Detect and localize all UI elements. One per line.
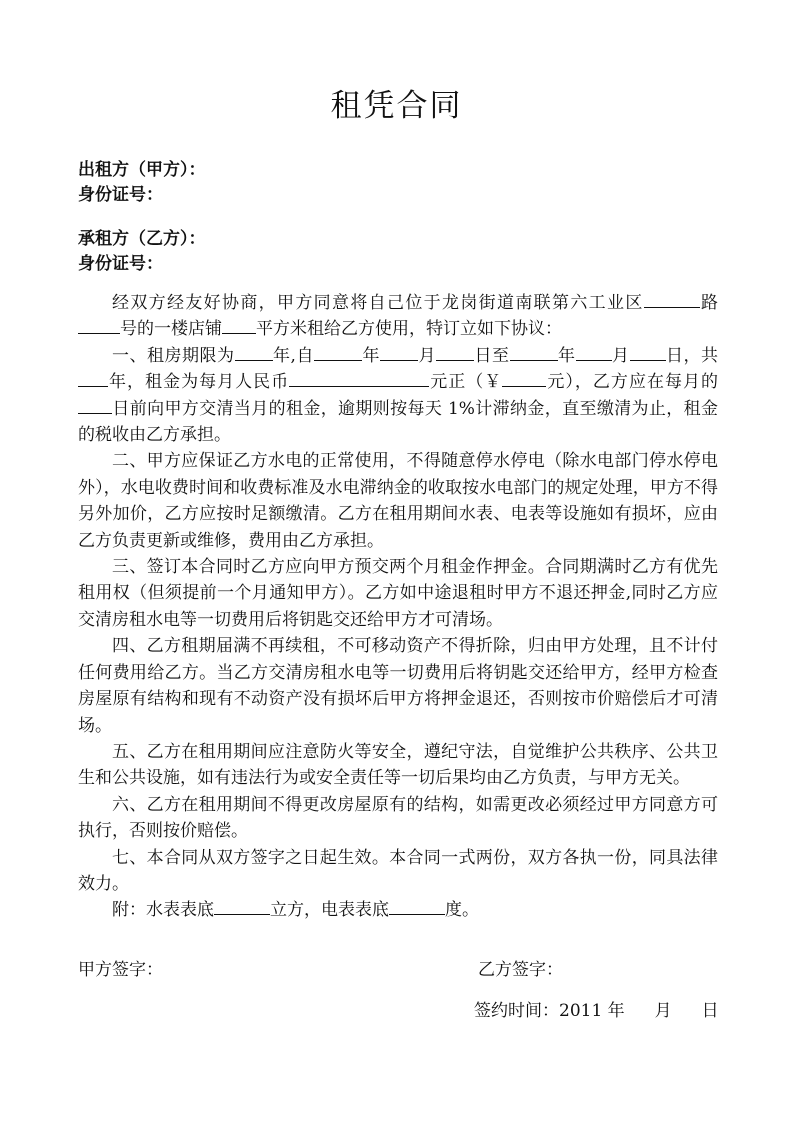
party-a-signature-label: 甲方签字： [78,960,163,980]
document-title: 租凭合同 [330,88,463,124]
signing-day: 日 [701,1001,719,1021]
blank-water-meter [214,897,270,915]
blank-electric-meter [389,897,445,915]
clause-6: 六、乙方在租用期间不得更改房屋原有的结构，如需更改必须经过甲方同意方可执行，否则按价赔偿。 [78,794,718,842]
party-a-label: 出租方（甲方）： [78,160,206,180]
clause-4: 四、乙方租期届满不再续租，不可移动资产不得折除，归由甲方处理，且不计付任何费用给乙方。当乙方交清房租水电等一切费用后将钥匙交还给甲方，经甲方检查房屋原有结构和现有不动资产没有损坏后甲方将押金退还，否则按市价赔偿后才可清场。 [78,636,718,736]
party-b-id-label: 身份证号： [78,254,163,274]
blank-road [644,290,700,308]
signing-date [474,998,719,1024]
blank-number [78,316,120,334]
contract-body [78,290,718,924]
clause-3: 三、签订本合同时乙方应向甲方预交两个月租金作押金。合同期满时乙方有优先租用权（但须提前一个月通知甲方）。乙方如中途退租时甲方不退还押金,同时乙方应交清房租水电等一切费用后将钥匙交还给甲方才可清场。 [78,557,718,630]
intro-paragraph: 经双方经友好协商，甲方同意将自己位于龙岗街道南联第六工业区 路号的一楼店铺 平方米租给乙方使用，特订立如下协议： [78,290,718,343]
signing-month: 月 [654,1001,672,1021]
party-a-id-label: 身份证号： [78,185,163,205]
blank-rent-amount [289,369,429,387]
clause-2: 二、甲方应保证乙方水电的正常使用，不得随意停水停电（除水电部门停水停电外），水电收费时间和收费标准及水电滞纳金的收取按水电部门的规定处理，甲方不得另外加价，乙方应按时足额缴清。乙方在租用期间水表、电表等设施如有损坏，应由乙方负责更新或维修，费用由乙方承担。 [78,451,718,551]
party-b-label: 承租方（乙方）： [78,229,206,249]
signing-date-label: 签约时间：2011 年 [474,1001,625,1021]
blank-area [222,316,256,334]
clause-1: 一、租房期限为 年,自 年 月 日至 年 月 日，共年，租金为每月人民币 元正（￥ 元），乙方应在每月的日前向甲方交清当月的租金，逾期则按每天 1%计滞纳金，直至缴清为止，租金的税收由乙方承担。 [78,343,718,449]
party-b-signature-label: 乙方签字： [478,960,563,980]
clause-5: 五、乙方在租用期间应注意防火等安全，遵纪守法，自觉维护公共秩序、公共卫生和公共设施，如有违法行为或安全责任等一切后果均由乙方负责，与甲方无关。 [78,741,718,789]
clause-7: 七、本合同从双方签字之日起生效。本合同一式两份，双方各执一份，同具法律效力。 [78,847,718,894]
appendix: 附：水表表底 立方，电表表底 度。 [78,897,718,923]
